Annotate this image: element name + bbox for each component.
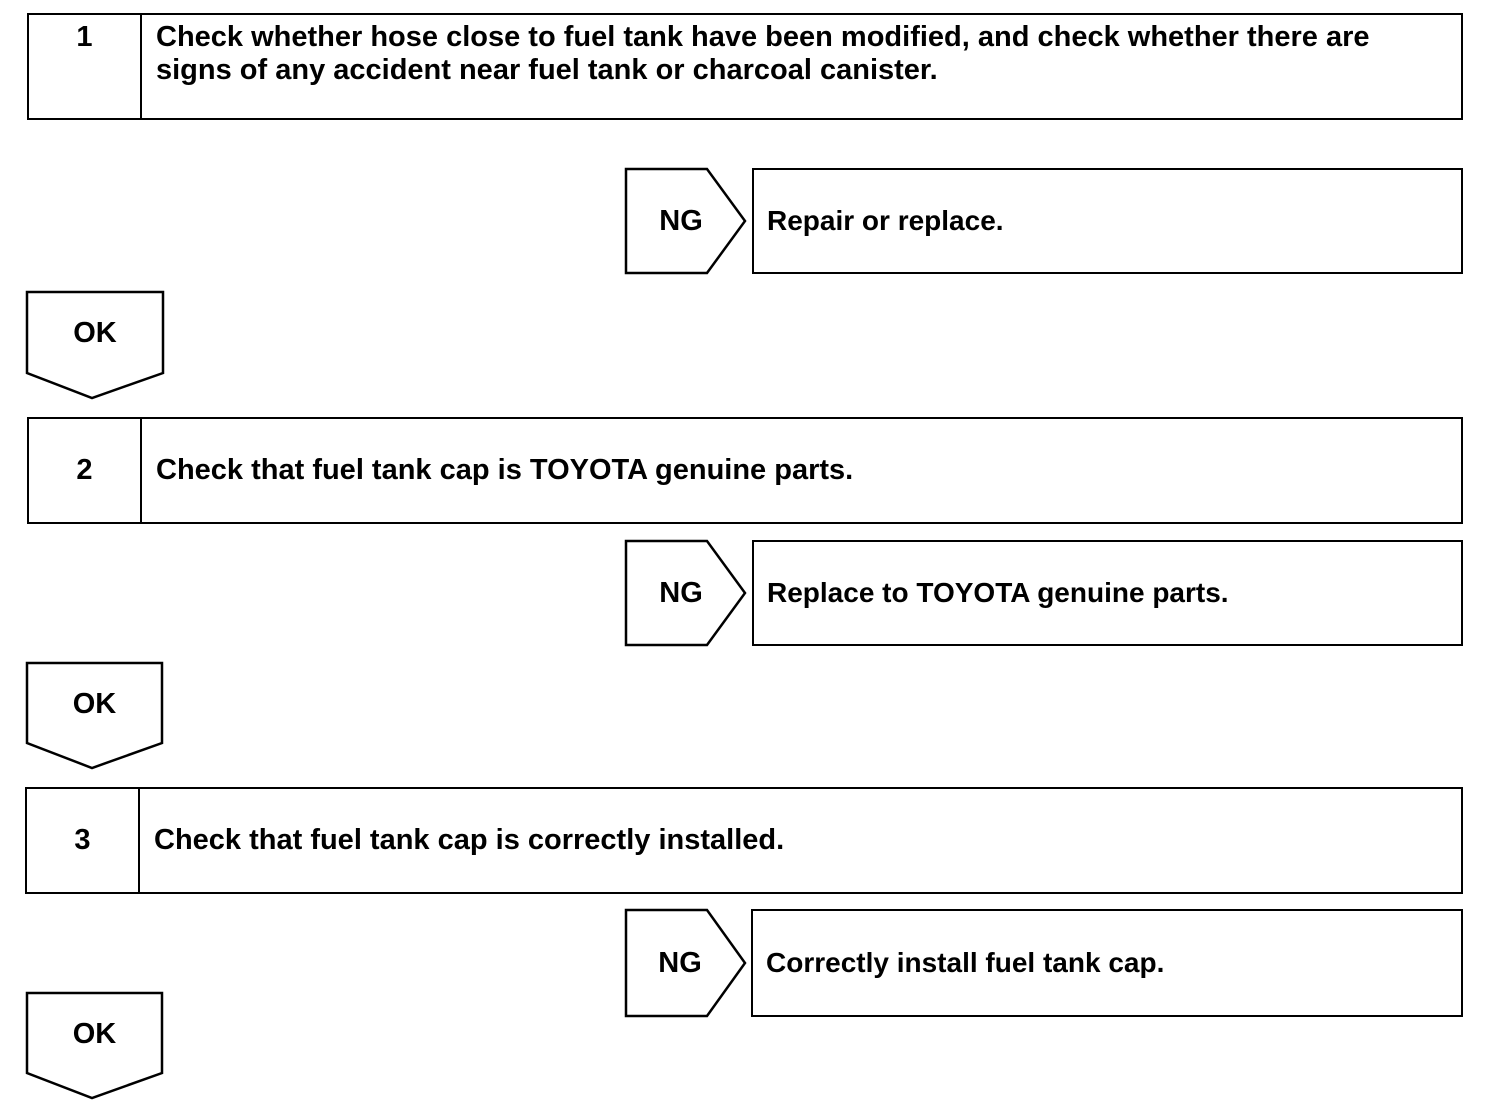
step-1-number: 1 xyxy=(29,15,142,118)
ng-action-2: Replace to TOYOTA genuine parts. xyxy=(752,540,1463,646)
ng-action-1: Repair or replace. xyxy=(752,168,1463,274)
step-3-text: Check that fuel tank cap is correctly installed. xyxy=(154,824,785,856)
ng-action-3: Correctly install fuel tank cap. xyxy=(751,909,1463,1017)
step-3-number: 3 xyxy=(27,789,140,892)
step-2-text: Check that fuel tank cap is TOYOTA genuine parts. xyxy=(156,454,854,486)
ng-label-1: NG xyxy=(659,204,703,237)
ng-label-3: NG xyxy=(658,946,702,979)
ok-label-1: OK xyxy=(73,316,117,349)
step-2-number: 2 xyxy=(29,419,142,522)
step-3-box xyxy=(25,787,1463,894)
ok-label-3: OK xyxy=(72,1017,117,1050)
step-2-box xyxy=(27,417,1463,524)
ng-label-2: NG xyxy=(659,576,703,609)
ok-label-2: OK xyxy=(72,687,117,720)
step-1-text: Check whether hose close to fuel tank have been modified, and check whether there are signs of any accident near fuel tank or charcoal canister. xyxy=(156,21,1370,86)
